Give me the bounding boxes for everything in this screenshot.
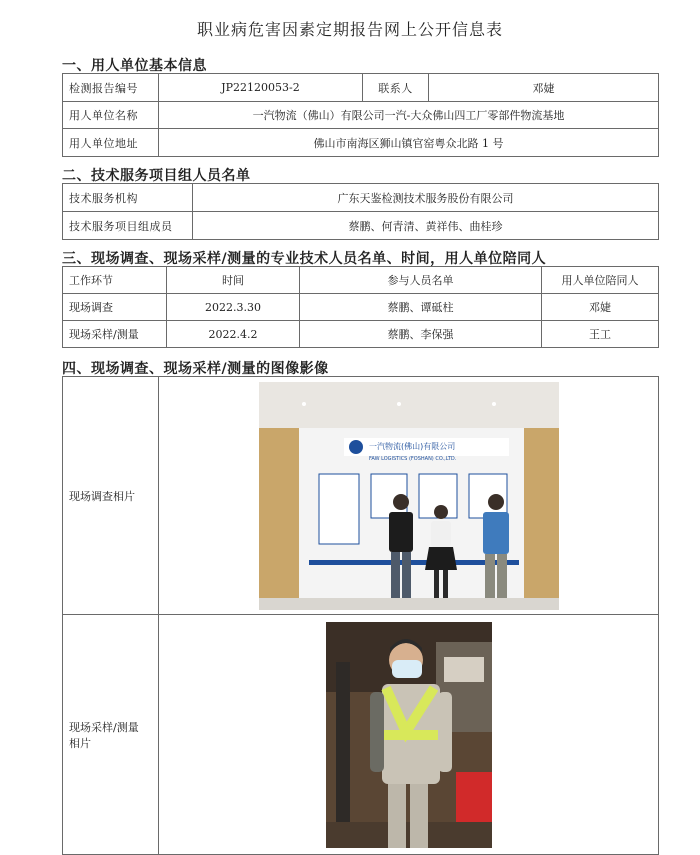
wall-sign-en: FAW LOGISTICS (FOSHAN) CO.,LTD. xyxy=(368,455,456,462)
table-row xyxy=(63,377,659,615)
row1-escort: 邓婕 xyxy=(542,294,659,321)
table-header-row xyxy=(63,267,659,294)
section3-heading: 三、现场调查、现场采样/测量的专业技术人员名单、时间，用人单位陪同人 xyxy=(62,251,547,267)
header-cell: 时间 xyxy=(167,267,300,294)
org-value: 广东天鉴检测技术服务股份有限公司 xyxy=(193,184,659,212)
contact-value: 邓婕 xyxy=(429,74,659,102)
table-row xyxy=(63,321,659,348)
org-label: 技术服务机构 xyxy=(63,184,193,212)
header-cell: 参与人员名单 xyxy=(300,267,542,294)
table-row xyxy=(63,74,659,102)
site-sampling-photo xyxy=(326,622,492,848)
report-no-label: 检测报告编号 xyxy=(63,74,159,102)
members-value: 蔡鹏、何青清、黄祥伟、曲桂珍 xyxy=(193,212,659,240)
report-no-value: JP22120053-2 xyxy=(159,74,363,102)
site-survey-photo xyxy=(259,382,559,610)
survey-photo-cell xyxy=(159,377,659,615)
table-row xyxy=(63,212,659,240)
address-value: 佛山市南海区狮山镇官窑粤众北路 1 号 xyxy=(159,129,659,157)
row1-members: 蔡鹏、谭砥柱 xyxy=(300,294,542,321)
survey-photo-label: 现场调查相片 xyxy=(63,377,159,615)
section4-heading: 四、现场调查、现场采样/测量的图像影像 xyxy=(62,361,329,377)
table-row xyxy=(63,615,659,855)
table-row xyxy=(63,294,659,321)
photo-table xyxy=(62,376,659,855)
wall-sign-cn: 一汽物流(佛山)有限公司 xyxy=(368,441,455,451)
page-title: 职业病危害因素定期报告网上公开信息表 xyxy=(196,20,503,39)
section1-heading: 一、用人单位基本信息 xyxy=(62,58,207,74)
row2-members: 蔡鹏、李保强 xyxy=(300,321,542,348)
address-label: 用人单位地址 xyxy=(63,129,159,157)
company-value: 一汽物流（佛山）有限公司一汽-大众佛山四工厂零部件物流基地 xyxy=(159,102,659,129)
header-cell: 用人单位陪同人 xyxy=(542,267,659,294)
sampling-photo-label xyxy=(63,615,159,855)
table-row xyxy=(63,129,659,157)
row2-stage: 现场采样/测量 xyxy=(63,321,167,348)
company-label: 用人单位名称 xyxy=(63,102,159,129)
table-row xyxy=(63,102,659,129)
contact-label: 联系人 xyxy=(363,74,429,102)
row2-date: 2022.4.2 xyxy=(167,321,300,348)
row2-escort: 王工 xyxy=(542,321,659,348)
members-label: 技术服务项目组成员 xyxy=(63,212,193,240)
field-work-table xyxy=(62,266,659,348)
header-cell: 工作环节 xyxy=(63,267,167,294)
table-row xyxy=(63,184,659,212)
sampling-photo-cell xyxy=(159,615,659,855)
tech-service-table xyxy=(62,183,659,240)
section2-heading: 二、技术服务项目组人员名单 xyxy=(62,168,251,184)
sampling-label-line2: 相片 xyxy=(69,736,91,750)
row1-stage: 现场调查 xyxy=(63,294,167,321)
sampling-label-line1: 现场采样/测量 xyxy=(69,720,139,734)
row1-date: 2022.3.30 xyxy=(167,294,300,321)
basic-info-table xyxy=(62,73,659,157)
